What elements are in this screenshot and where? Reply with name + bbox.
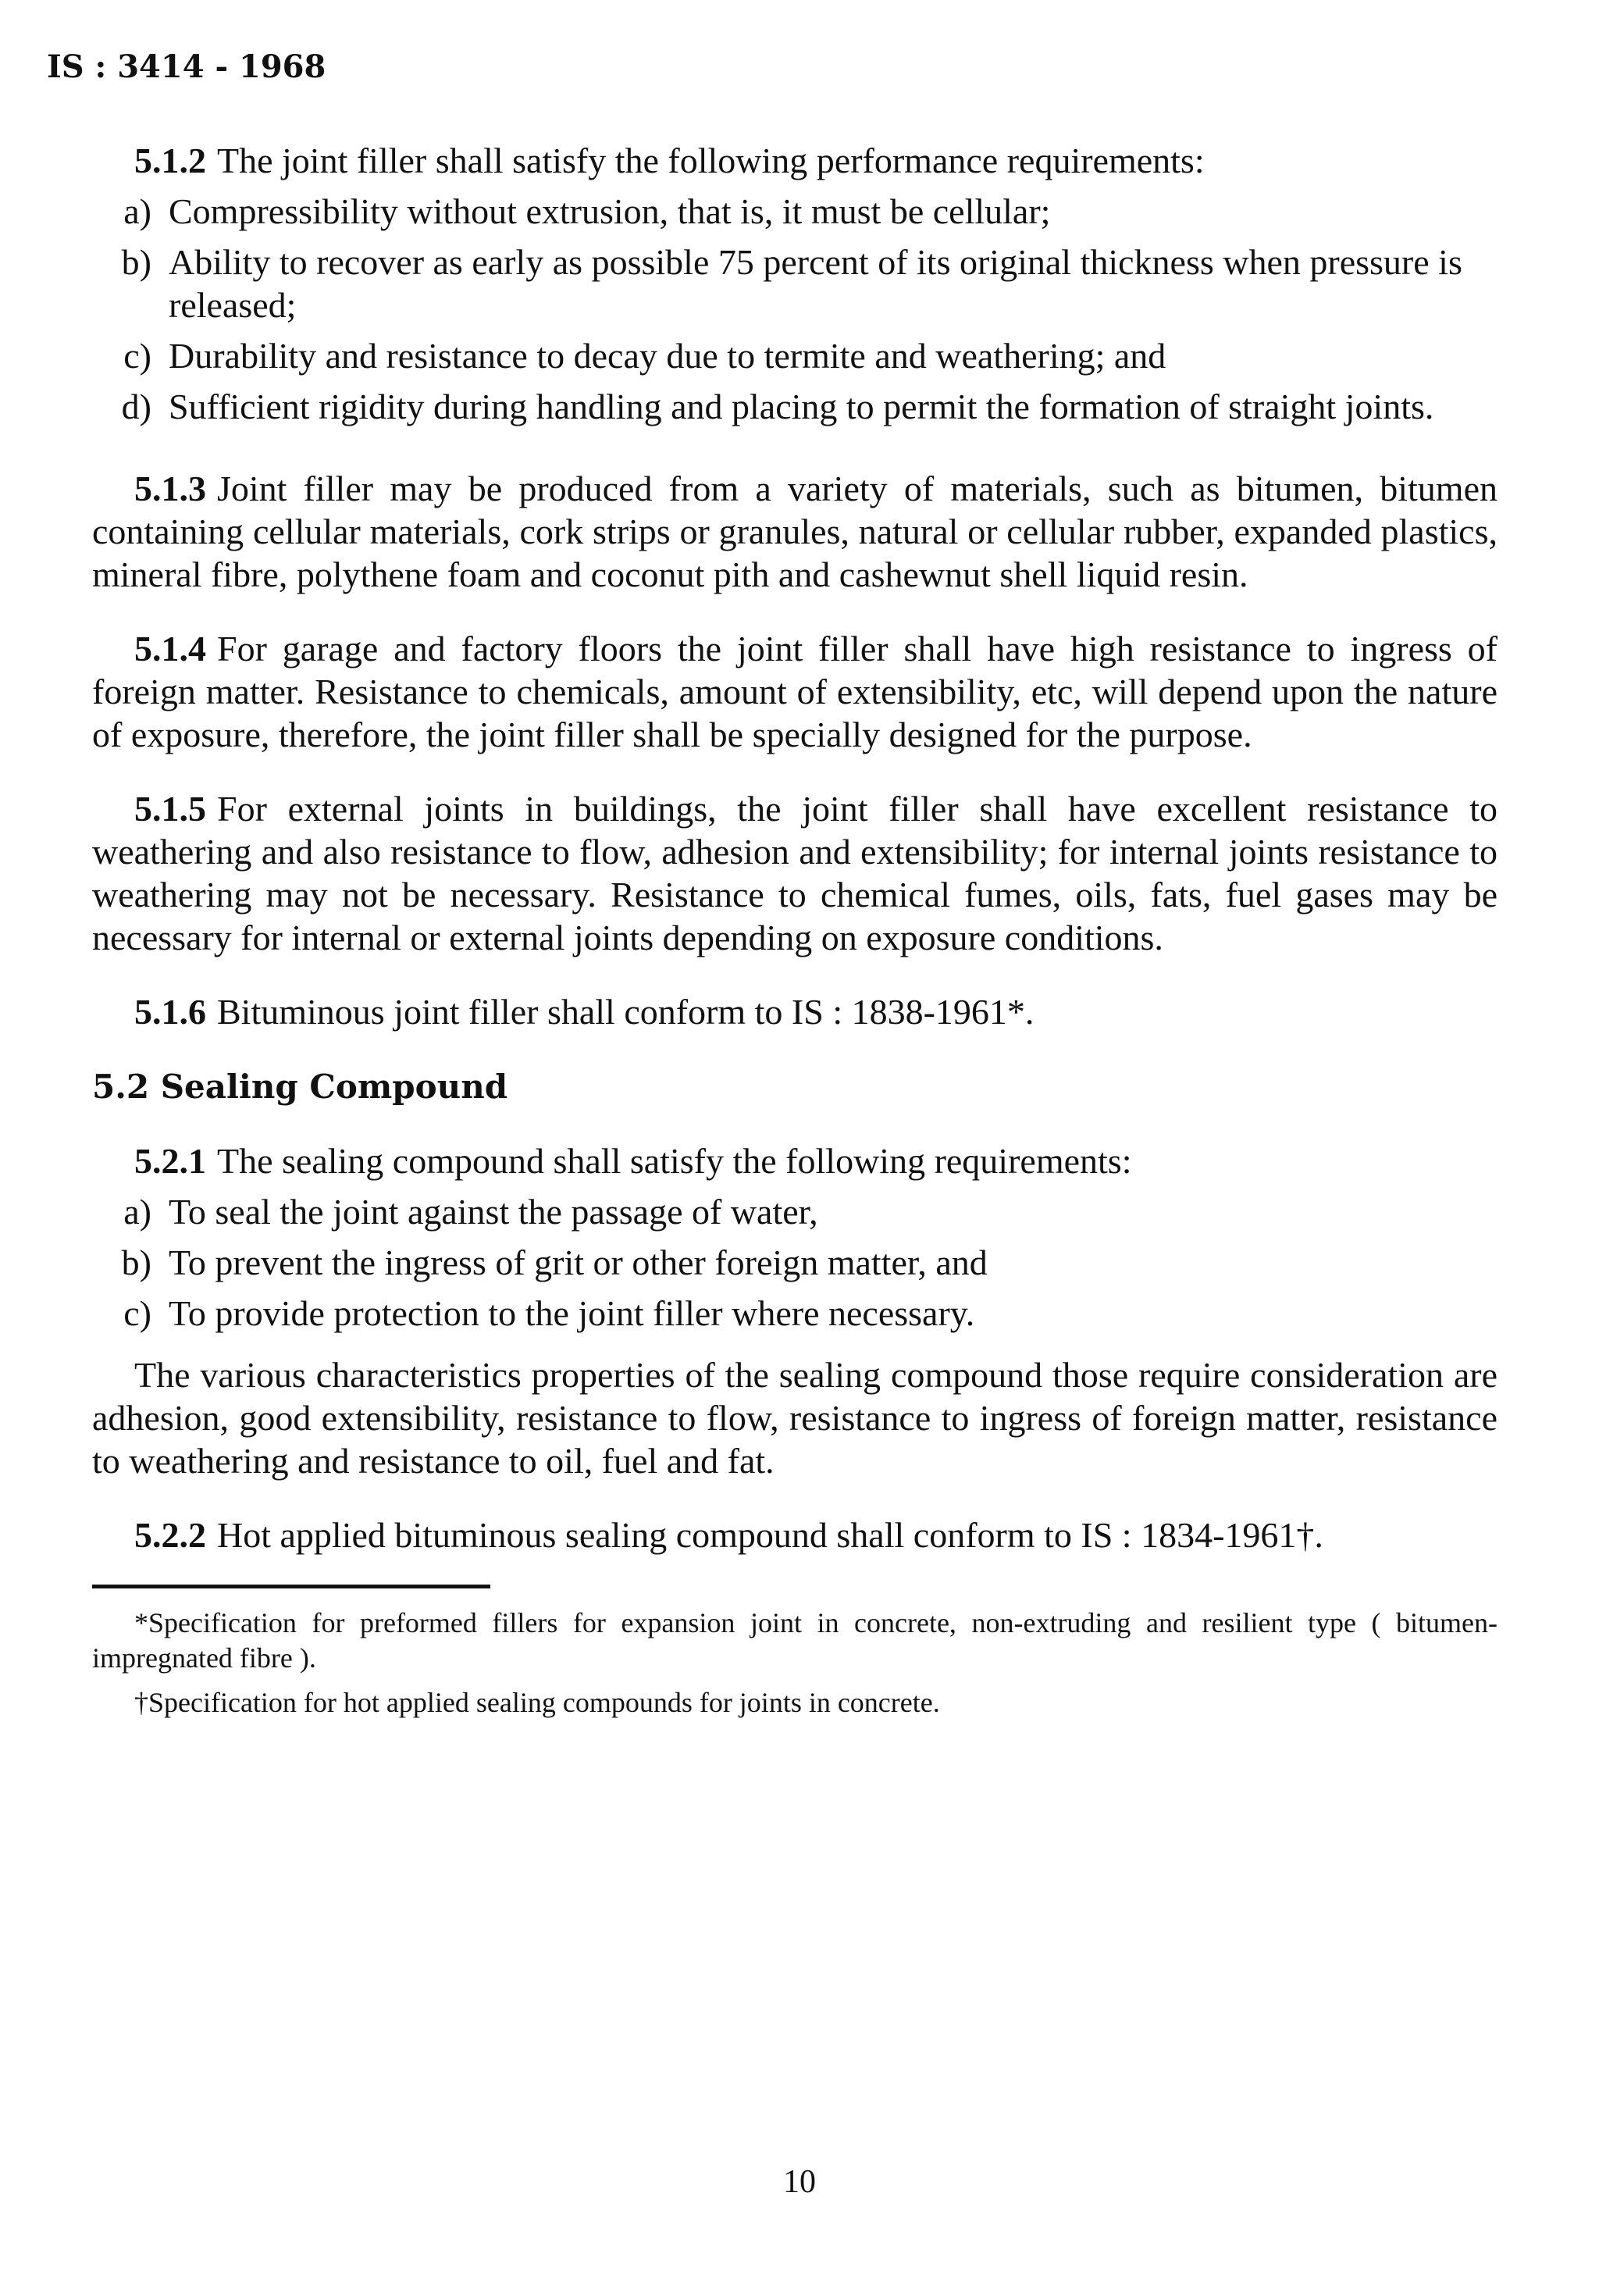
- clause-5-1-6: [92, 990, 1498, 1033]
- performance-requirements-list: [92, 190, 1498, 428]
- list-item-text: To prevent the ingress of grit or other foreign matter, and: [169, 1242, 988, 1282]
- list-item-text: To provide protection to the joint filler where necessary.: [169, 1293, 975, 1333]
- list-item-text: Compressibility without extrusion, that is, it must be cellular;: [169, 191, 1051, 231]
- list-marker: c): [123, 1293, 151, 1333]
- clause-number: 5.1.4: [134, 629, 206, 668]
- list-marker: d): [121, 387, 151, 426]
- page-number: 10: [783, 2164, 816, 2200]
- characteristics-paragraph: The various characteristics properties of the sealing compound those require consideration are adhesion, good extensibility, resistance to flow, resistance to ingress of foreign matter, resistance to weathering and resistance to oil, fuel and fat.: [92, 1355, 1498, 1481]
- clause-text: Hot applied bituminous sealing compound shall conform to IS : 1834-1961†.: [217, 1515, 1323, 1555]
- clause-text: The sealing compound shall satisfy the following requirements:: [217, 1141, 1132, 1181]
- section-heading: [92, 1064, 1498, 1108]
- clause-text: The joint filler shall satisfy the following performance requirements:: [217, 141, 1205, 180]
- clause-text: For external joints in buildings, the joint filler shall have excellent resistance to weathering and also resistance to flow, adhesion and extensibility; for internal joints resistance to weathering may not be necessary. Resistance to chemical fumes, oils, fats, fuel gases may be necessary for internal or external joints depending on exposure conditions.: [92, 789, 1498, 957]
- list-item: [92, 334, 1498, 377]
- footnote: †Specification for hot applied sealing compounds for joints in concrete.: [134, 1687, 940, 1718]
- clause-text: Bituminous joint filler shall conform to IS : 1838-1961*.: [217, 992, 1035, 1032]
- footnote: *Specification for preformed fillers for expansion joint in concrete, non-extruding and resilient type ( bitumen-impregnated fibre ).: [92, 1607, 1498, 1674]
- clause-number: 5.1.2: [134, 141, 206, 180]
- footnote-rule: [92, 1585, 490, 1588]
- list-item: [92, 241, 1498, 326]
- list-marker: a): [123, 191, 151, 231]
- clause-text: For garage and factory floors the joint filler shall have high resistance to ingress of foreign matter. Resistance to chemicals, amount of extensibility, etc, will depend upon the nature of exposure, therefore, the joint filler shall be specially designed for the purpose.: [92, 629, 1498, 754]
- list-item-text: Sufficient rigidity during handling and placing to permit the formation of straight joints.: [169, 387, 1434, 426]
- clause-5-2-1: [92, 1139, 1498, 1182]
- sealing-requirements-list: [92, 1190, 1498, 1335]
- list-item-text: Ability to recover as early as possible 75 percent of its original thickness when pressure is released;: [169, 242, 1462, 325]
- list-marker: c): [123, 336, 151, 376]
- clause-5-2-2: [92, 1513, 1498, 1556]
- list-item-text: To seal the joint against the passage of water,: [169, 1192, 818, 1232]
- list-item: [92, 385, 1498, 428]
- standard-code-header: IS : 3414 - 1968: [47, 48, 326, 85]
- list-item: [92, 1241, 1498, 1284]
- list-marker: a): [123, 1192, 151, 1232]
- clause-5-1-2: [92, 139, 1498, 182]
- clause-text: Joint filler may be produced from a variety of materials, such as bitumen, bitumen containing cellular materials, cork strips or granules, natural or cellular rubber, expanded plastics, mineral fibre, polythene foam and coconut pith and cashewnut shell liquid resin.: [92, 469, 1498, 594]
- list-item: [92, 1190, 1498, 1233]
- clause-5-1-5: [92, 787, 1498, 959]
- clause-5-1-3: [92, 467, 1498, 596]
- list-marker: b): [121, 1242, 151, 1282]
- list-marker: b): [121, 242, 151, 282]
- document-body: [92, 139, 1498, 1720]
- list-item: [92, 1292, 1498, 1335]
- clause-5-1-4: [92, 627, 1498, 756]
- clause-number: 5.1.3: [134, 469, 206, 508]
- clause-number: 5.1.5: [134, 789, 206, 829]
- clause-number: 5.1.6: [134, 992, 206, 1032]
- clause-number: 5.2.1: [134, 1141, 206, 1181]
- list-item: [92, 190, 1498, 233]
- section-title: 5.2 Sealing Compound: [92, 1068, 508, 1106]
- clause-number: 5.2.2: [134, 1515, 206, 1555]
- list-item-text: Durability and resistance to decay due to termite and weathering; and: [169, 336, 1166, 376]
